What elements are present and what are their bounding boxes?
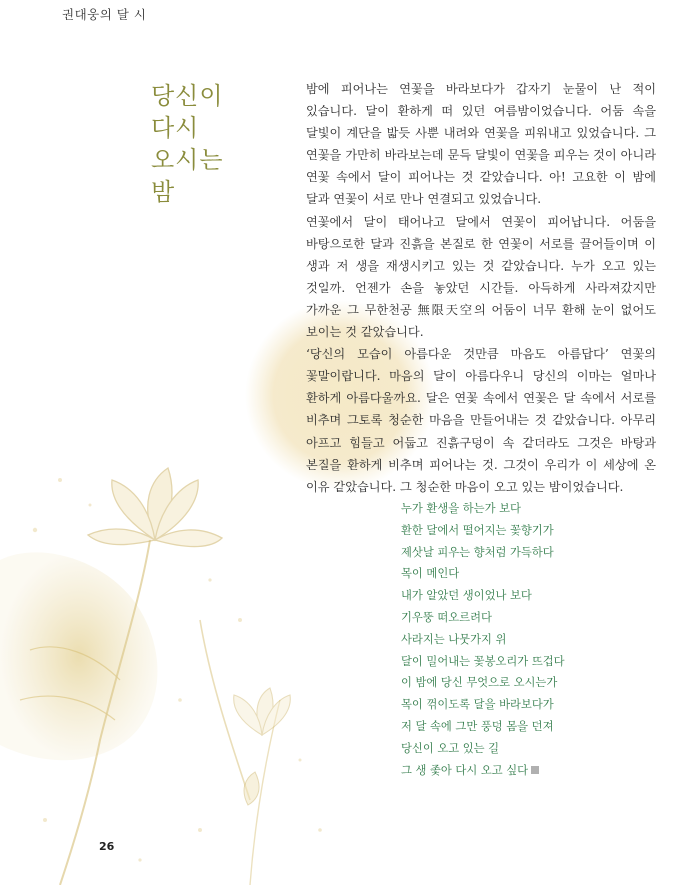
title-line: 오시는 xyxy=(151,146,224,174)
title-line: 다시 xyxy=(151,114,200,142)
title-line: 밤 xyxy=(151,178,176,206)
lotus-leaf-shape xyxy=(0,552,157,760)
poem-line: 환한 달에서 떨어지는 꽃향기가 xyxy=(401,523,554,537)
poem-last-line xyxy=(401,760,671,782)
essay-paragraph: 연꽃에서 달이 태어나고 달에서 연꽃이 피어납니다. 어둠을 바탕으로한 달과 진흙을 본질로 한 연꽃이 서로를 끌어들이며 이 생과 저 생을 재생시키고 있는 것 같았습니다. 누가 오고 있는 것일까. 언젠가 손을 놓았던 시간들. 아득하게 사라져갔지만 가까운 그 무한천공 無限天空의 어둠이 너무 환해 눈이 없어도 보이는 것 같았습니다. xyxy=(306,214,656,340)
poem-line: 달이 밀어내는 꽃봉오리가 뜨겁다 xyxy=(401,654,565,668)
poem-line-text: 그 생 좇아 다시 오고 싶다 xyxy=(401,763,529,777)
poem-line: 기우뚱 떠오르려다 xyxy=(401,610,492,624)
lotus-flower-large xyxy=(88,468,222,547)
poem-line: 내가 알았던 생이었나 보다 xyxy=(401,589,532,603)
poem-line: 이 밤에 당신 무엇으로 오시는가 xyxy=(401,676,558,690)
page-number: 26 xyxy=(99,840,115,853)
lotus-flower-small xyxy=(234,688,291,735)
poem-line: 목이 메인다 xyxy=(401,567,460,581)
running-header: 권대웅의 달 시 xyxy=(62,7,147,22)
poem-line: 제삿날 피우는 향처럼 가득하다 xyxy=(401,545,554,559)
essay-body xyxy=(306,78,656,498)
poem-line: 목이 꺾이도록 달을 바라보다가 xyxy=(401,698,554,712)
end-mark-icon xyxy=(531,766,539,774)
poem-line: 사라지는 나뭇가지 위 xyxy=(401,632,507,646)
poem-line: 누가 환생을 하는가 보다 xyxy=(401,502,521,515)
poem xyxy=(401,498,671,781)
title-line: 당신이 xyxy=(151,82,224,110)
poem-line: 저 달 속에 그만 풍덩 몸을 던져 xyxy=(401,719,554,733)
essay-paragraph: ‘당신의 모습이 아름다운 것만큼 마음도 아름답다’ 연꽃의 꽃말이랍니다. 마음의 달이 아름다우니 당신의 이마는 얼마나 환하게 아름다울까요. 달은 연꽃 속에서 연꽃은 달 속에서 서로를 비추며 그토록 청순한 마음을 만들어내는 것 같았습니다. 아무리 아프고 힘들고 어둡고 진흙구덩이 속 같더라도 그것은 바탕과 본질을 환하게 비추며 피어나는 것. 그것이 우리가 이 세상에 온 이유 같았습니다. 그 청순한 마음이 오고 있는 밤이었습니다. xyxy=(306,347,656,494)
poem-line: 당신이 오고 있는 길 xyxy=(401,741,500,755)
page-title xyxy=(151,80,261,208)
essay-paragraph: 밤에 피어나는 연꽃을 바라보다가 갑자기 눈물이 난 적이 있습니다. 달이 환하게 떠 있던 여름밤이었습니다. 어둠 속을 달빛이 계단을 밟듯 사뿐 내려와 연꽃을 피워내고 있었습니다. 그 연꽃을 가만히 바라보는데 문득 달빛이 연꽃을 피우는 것이 아니라 연꽃 속에서 달이 피어나는 것 같았습니다. 아! 고요한 이 밤에 달과 연꽃이 서로 만나 연결되고 있었습니다. xyxy=(306,82,656,207)
